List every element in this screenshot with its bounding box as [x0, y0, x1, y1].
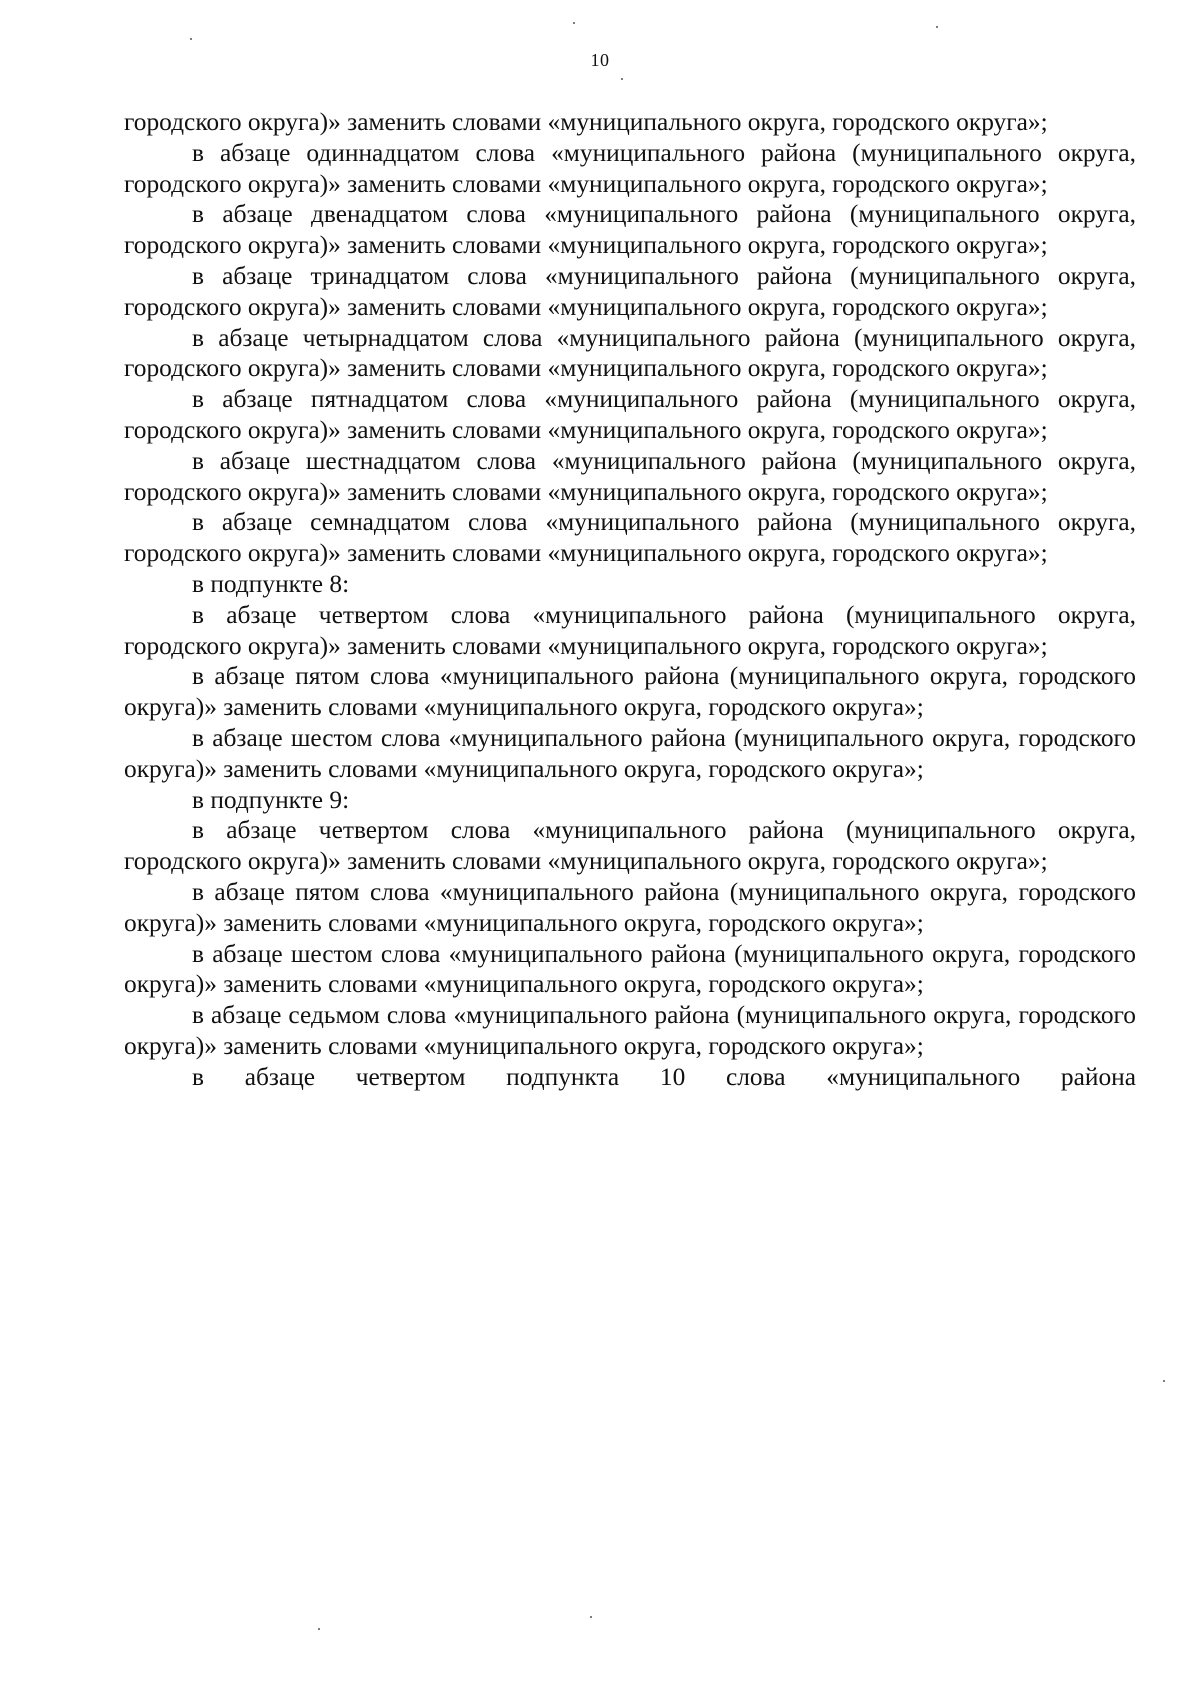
paragraph-11: в абзаце одиннадцатом слова «муниципального района (муниципального округа, городского округа)» заменить словами «муниципального округа, городского округа»; [124, 138, 1136, 198]
scan-speck [621, 78, 623, 80]
paragraph-continuation: городского округа)» заменить словами «муниципального округа, городского округа»; [124, 108, 1048, 136]
subpoint-9-paragraph-4: в абзаце четвертом слова «муниципального района (муниципального округа, городского округа)» заменить словами «муниципального округа, городского округа»; [124, 816, 1136, 876]
paragraph-12: в абзаце двенадцатом слова «муниципального района (муниципального округа, городского округа)» заменить словами «муниципального округа, городского округа»; [124, 200, 1136, 260]
subpoint-9-paragraph-5: в абзаце пятом слова «муниципального района (муниципального округа, городского округа)» заменить словами «муниципального округа, городского округа»; [124, 877, 1136, 937]
scan-speck [318, 1628, 320, 1630]
paragraph-14: в абзаце четырнадцатом слова «муниципального района (муниципального округа, городского округа)» заменить словами «муниципального округа, городского округа»; [124, 323, 1136, 383]
subpoint-8-paragraph-5: в абзаце пятом слова «муниципального района (муниципального округа, городского округа)» заменить словами «муниципального округа, городского округа»; [124, 662, 1136, 722]
subpoint-9-paragraph-6: в абзаце шестом слова «муниципального района (муниципального округа, городского округа)» заменить словами «муниципального округа, городского округа»; [124, 939, 1136, 999]
scan-speck [190, 38, 192, 40]
subpoint-8-paragraph-6: в абзаце шестом слова «муниципального района (муниципального округа, городского округа)» заменить словами «муниципального округа, городского округа»; [124, 723, 1136, 783]
page-number: 10 [590, 50, 610, 70]
subpoint-8-heading: в подпункте 8: [192, 569, 350, 598]
paragraph-15: в абзаце пятнадцатом слова «муниципального района (муниципального округа, городского округа)» заменить словами «муниципального округа, городского округа»; [124, 385, 1136, 444]
scan-speck [590, 1616, 592, 1618]
document-body [124, 107, 1136, 1093]
subpoint-10-paragraph-4: в абзаце четвертом подпункта 10 слова «муниципального района [192, 1062, 1136, 1091]
scan-speck [936, 26, 938, 28]
paragraph-17: в абзаце семнадцатом слова «муниципального района (муниципального округа, городского округа)» заменить словами «муниципального округа, городского округа»; [124, 508, 1136, 568]
subpoint-9-heading: в подпункте 9: [192, 785, 350, 814]
paragraph-13: в абзаце тринадцатом слова «муниципального района (муниципального округа, городского округа)» заменить словами «муниципального округа, городского округа»; [124, 261, 1136, 321]
scan-speck [573, 22, 575, 24]
paragraph-16: в абзаце шестнадцатом слова «муниципального района (муниципального округа, городского округа)» заменить словами «муниципального округа, городского округа»; [124, 446, 1136, 506]
subpoint-8-paragraph-4: в абзаце четвертом слова «муниципального района (муниципального округа, городского округа)» заменить словами «муниципального округа, городского округа»; [124, 600, 1136, 660]
scan-speck [1163, 1380, 1165, 1382]
subpoint-9-paragraph-7: в абзаце седьмом слова «муниципального района (муниципального округа, городского округа)» заменить словами «муниципального округа, городского округа»; [124, 1001, 1136, 1060]
